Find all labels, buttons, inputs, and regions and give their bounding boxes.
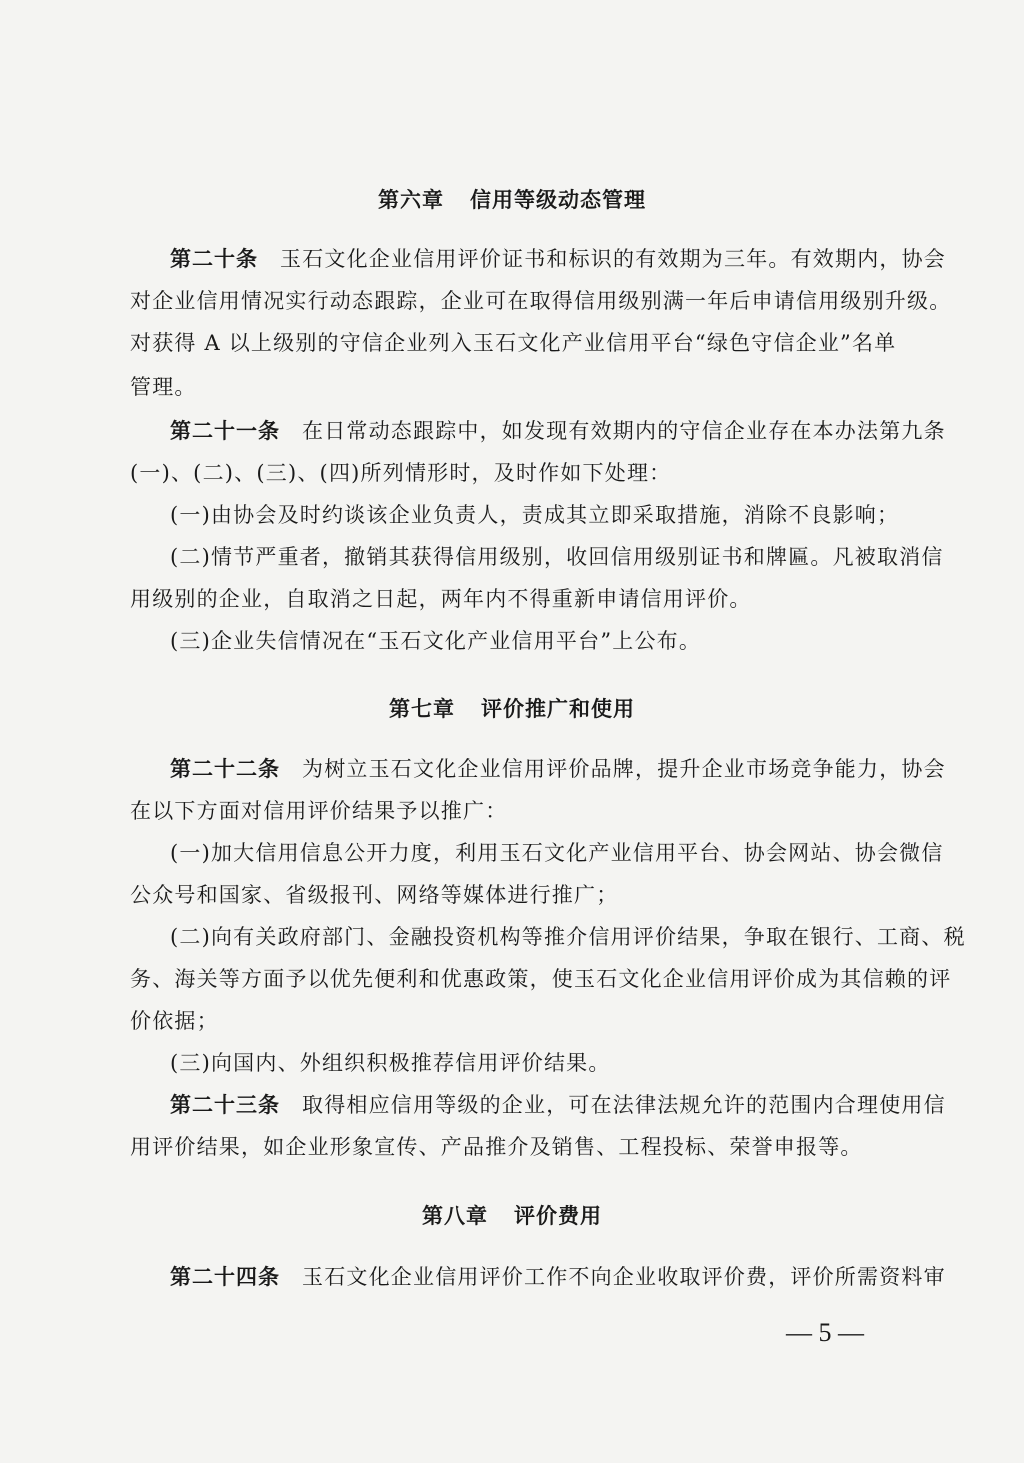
article-22-line-2: 在以下方面对信用评价结果予以推广： bbox=[130, 799, 508, 823]
article-24-line-1 bbox=[170, 1267, 946, 1288]
article-text: 在日常动态跟踪中，如发现有效期内的守信企业存在本办法第九条 bbox=[302, 419, 946, 443]
article-22-item-2b: 务、海关等方面予以优先便利和优惠政策，使玉石文化企业信用评价成为其信赖的评 bbox=[130, 967, 952, 991]
chapter-label: 第八章 bbox=[422, 1204, 488, 1228]
article-label: 第二十条 bbox=[170, 247, 258, 271]
article-21-item-3: (三)企业失信情况在“玉石文化产业信用平台”上公布。 bbox=[170, 629, 702, 653]
chapter-title: 评价费用 bbox=[514, 1204, 602, 1228]
article-22-line-1 bbox=[170, 759, 946, 780]
article-21-item-1: (一)由协会及时约谈该企业负责人，责成其立即采取措施，消除不良影响； bbox=[170, 503, 900, 527]
article-21-item-2b: 用级别的企业，自取消之日起，两年内不得重新申请信用评价。 bbox=[130, 587, 752, 611]
article-text: 为树立玉石文化企业信用评价品牌，提升企业市场竞争能力，协会 bbox=[302, 757, 946, 781]
article-text: 取得相应信用等级的企业，可在法律法规允许的范围内合理使用信 bbox=[302, 1093, 946, 1117]
article-20-line-3: 对获得 A 以上级别的守信企业列入玉石文化产业信用平台“绿色守信企业”名单 bbox=[130, 331, 897, 355]
article-22-item-1b: 公众号和国家、省级报刊、网络等媒体进行推广； bbox=[130, 883, 619, 907]
page-number: — 5 — bbox=[786, 1318, 864, 1347]
article-22-item-2c: 价依据； bbox=[130, 1009, 219, 1033]
article-text: 玉石文化企业信用评价工作不向企业收取评价费，评价所需资料审 bbox=[302, 1265, 946, 1289]
article-21-item-2a: (二)情节严重者，撤销其获得信用级别，收回信用级别证书和牌匾。凡被取消信 bbox=[170, 545, 944, 569]
article-23-line-1 bbox=[170, 1095, 946, 1116]
article-text: 玉石文化企业信用评价证书和标识的有效期为三年。有效期内，协会 bbox=[280, 247, 946, 271]
article-label: 第二十四条 bbox=[170, 1265, 280, 1289]
chapter-7-heading bbox=[0, 693, 1024, 723]
chapter-8-heading bbox=[0, 1200, 1024, 1230]
article-label: 第二十一条 bbox=[170, 419, 280, 443]
chapter-title: 信用等级动态管理 bbox=[470, 188, 646, 212]
chapter-label: 第七章 bbox=[389, 697, 455, 721]
article-22-item-2a: (二)向有关政府部门、金融投资机构等推介信用评价结果，争取在银行、工商、税 bbox=[170, 925, 966, 949]
article-label: 第二十三条 bbox=[170, 1093, 280, 1117]
article-21-line-1 bbox=[170, 421, 946, 442]
article-21-line-2: (一)、(二)、(三)、(四)所列情形时，及时作如下处理： bbox=[130, 461, 672, 485]
article-23-line-2: 用评价结果，如企业形象宣传、产品推介及销售、工程投标、荣誉申报等。 bbox=[130, 1135, 863, 1159]
article-20-line-2: 对企业信用情况实行动态跟踪，企业可在取得信用级别满一年后申请信用级别升级。 bbox=[130, 289, 952, 313]
chapter-label: 第六章 bbox=[378, 188, 444, 212]
article-22-item-1a: (一)加大信用信息公开力度，利用玉石文化产业信用平台、协会网站、协会微信 bbox=[170, 841, 944, 865]
article-label: 第二十二条 bbox=[170, 757, 280, 781]
chapter-6-heading bbox=[0, 184, 1024, 214]
article-20-line-4: 管理。 bbox=[130, 375, 197, 399]
article-20-line-1 bbox=[170, 249, 946, 270]
article-22-item-3: (三)向国内、外组织积极推荐信用评价结果。 bbox=[170, 1051, 611, 1075]
chapter-title: 评价推广和使用 bbox=[481, 697, 635, 721]
